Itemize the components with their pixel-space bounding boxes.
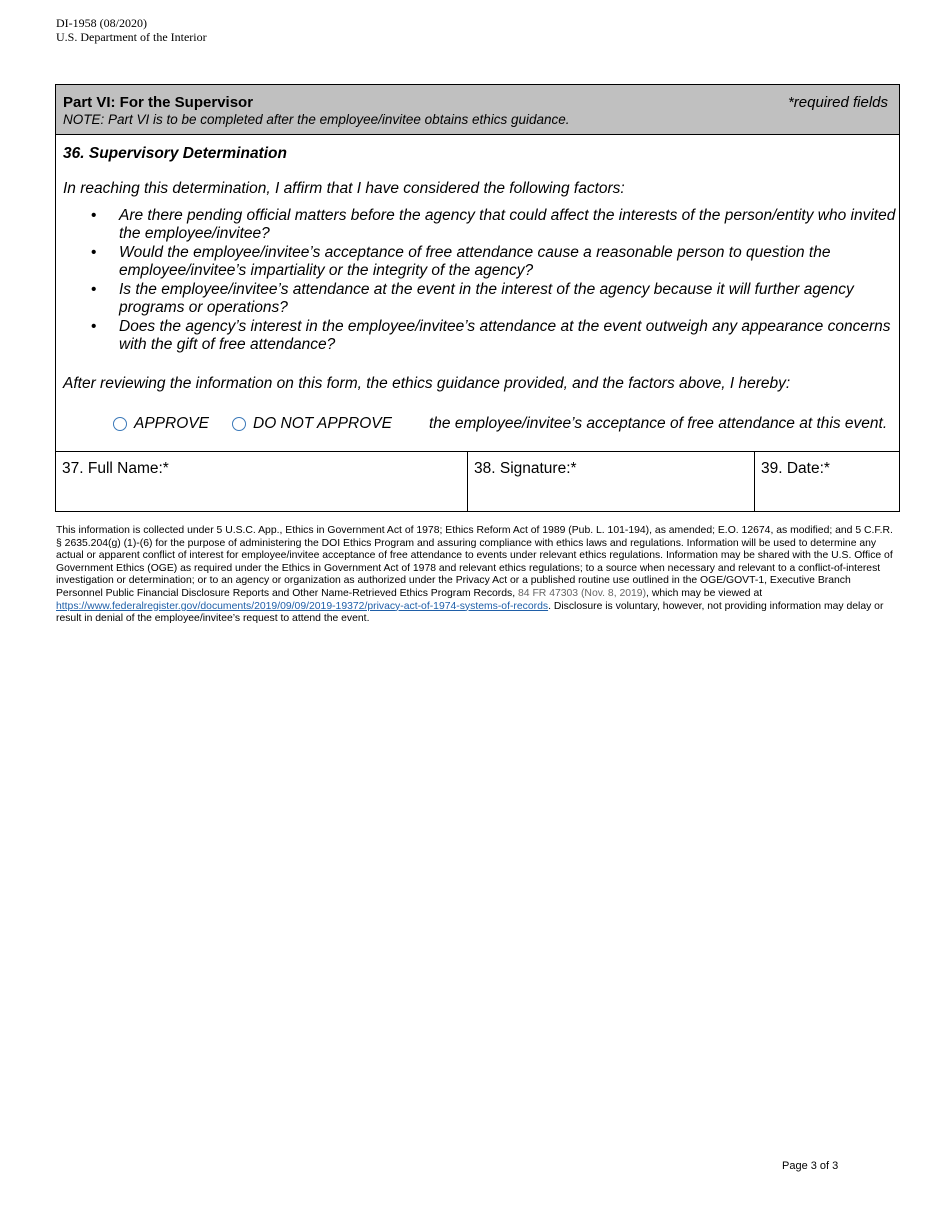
page-number: Page 3 of 3 [782,1160,839,1172]
do-not-approve-radio[interactable] [232,415,392,433]
decision-suffix: the employee/invitee’s acceptance of free attendance at this event. [429,415,888,432]
date-field[interactable] [755,452,901,511]
factors-list [119,207,899,355]
part-header [56,85,899,135]
factor-item: • Would the employee/invitee’s acceptance of free attendance cause a reasonable person to question the employee/invitee’s impartiality or the integrity of the agency? [119,244,899,280]
determination-outro: After reviewing the information on this form, the ethics guidance provided, and the factors above, I hereby: [63,375,791,392]
privacy-text: , which may be viewed at [646,587,763,599]
privacy-text: This information is collected under 5 U.S.C. App., Ethics in Government Act of 1978; Ethics Reform Act of 1989 (Pub. L. 101-194), as amended; E.O. 12674, as modified; and 5 C.F.R. § 2635.204(g) (1)-(6) for the purpose of administering the DOI Ethics Program and assuring compliance with ethics laws and regulations. Information will be used to determine any actual or apparent conflict of interest for employee/invitee acceptance of free attendance to events under relevant ethics regulations. Information may be shared with the U.S. Office of Government Ethics (OGE) as required under the Ethics in Government Act of 1978 and relevant ethics regulations; to a source when necessary and relevant to a conflict-of-interest investigation or determination; or to an agency or organization as authorized under the Privacy Act or a published routine use outlined in the OGE/GOVT-1, Executive Branch Personnel Public Financial Disclosure Reports and Other Name-Retrieved Ethics Program Records, [56,525,893,599]
full-name-label: 37. Full Name:* [62,460,169,477]
factors-intro: In reaching this determination, I affirm that I have considered the following factors: [63,180,625,197]
agency-name: U.S. Department of the Interior [56,30,207,44]
do-not-approve-radio-button[interactable] [232,417,246,431]
date-label: 39. Date:* [761,460,830,477]
signature-field[interactable] [468,452,755,511]
part-note: NOTE: Part VI is to be completed after the employee/invitee obtains ethics guidance. [63,112,570,127]
signature-row [56,451,899,511]
section-title: 36. Supervisory Determination [63,145,287,162]
part-vi-form [55,84,900,512]
full-name-field[interactable] [56,452,468,511]
supervisory-determination-section [56,135,899,451]
do-not-approve-label: DO NOT APPROVE [253,415,392,432]
decision-row [56,415,899,439]
factor-item: • Is the employee/invitee’s attendance at the event in the interest of the agency because it will further agency programs or operations? [119,281,899,317]
document-header [56,16,207,44]
factor-item: • Are there pending official matters before the agency that could affect the interests of the person/entity who invited the employee/invitee? [119,207,899,243]
privacy-act-statement [56,525,896,626]
privacy-citation: 84 FR 47303 (Nov. 8, 2019) [515,587,647,599]
factor-item: • Does the agency’s interest in the employee/invitee’s attendance at the event outweigh any appearance concerns with the gift of free attendance? [119,318,899,354]
privacy-text: . Disclosure is voluntary, however, not providing information may delay or result in denial of the employee/invitee’s request to attend the event. [56,600,884,625]
approve-radio[interactable] [113,415,209,433]
form-number: DI-1958 (08/2020) [56,16,147,30]
federal-register-link[interactable]: https://www.federalregister.gov/documents/2019/09/09/2019-19372/privacy-act-of-1974-systems-of-records [56,600,549,612]
part-title: Part VI: For the Supervisor [63,94,254,111]
approve-label: APPROVE [134,415,209,432]
approve-radio-button[interactable] [113,417,127,431]
required-fields-note: *required fields [787,94,888,111]
signature-label: 38. Signature:* [474,460,577,477]
